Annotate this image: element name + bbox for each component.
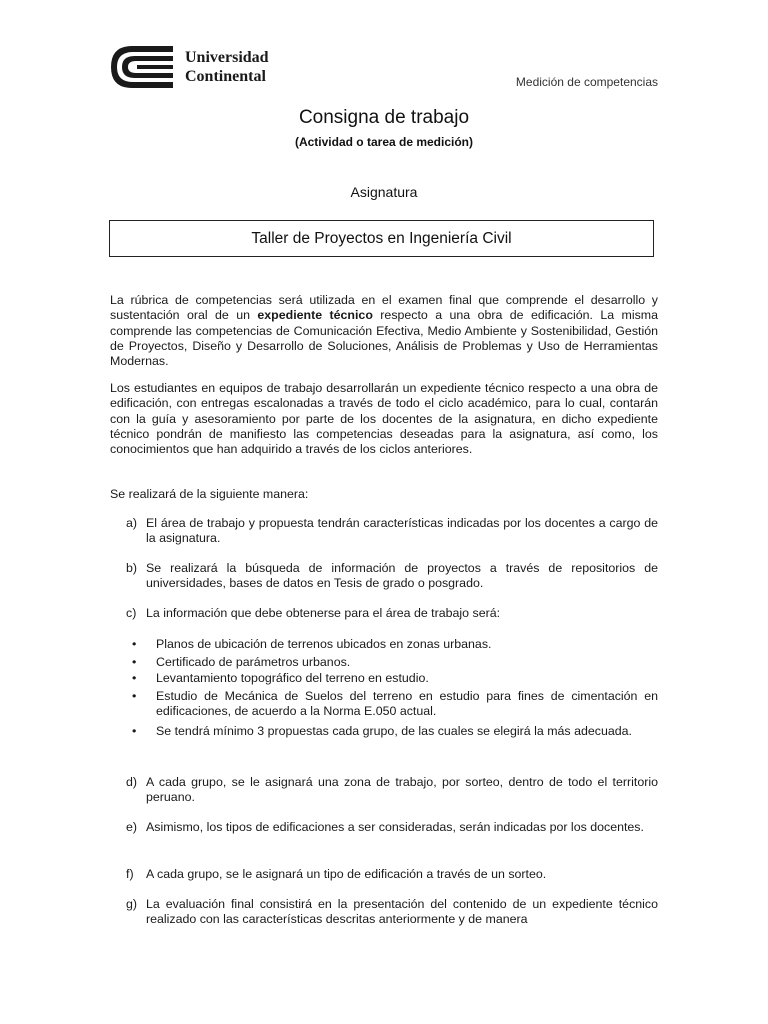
list-marker: f) (126, 867, 134, 881)
bullet-text: Estudio de Mecánica de Suelos del terreno en estudio para fines de cimentación en edificaciones, de acuerdo a la Norma E.050 actual. (156, 689, 658, 719)
method-intro: Se realizará de la siguiente manera: (110, 487, 309, 501)
list-item-a (110, 516, 658, 547)
bullet-item (110, 724, 658, 739)
list-marker: a) (126, 516, 138, 530)
bullet-icon: • (132, 724, 137, 738)
list-item-text: La información que debe obtenerse para el área de trabajo será: (146, 606, 501, 620)
logo-mark-icon (109, 44, 175, 90)
bullet-text: Se tendrá mínimo 3 propuestas cada grupo, de las cuales se elegirá la más adecuada. (156, 724, 632, 738)
bullet-text: Levantamiento topográfico del terreno en estudio. (156, 671, 429, 685)
list-marker: c) (126, 606, 137, 620)
list-item-text: El área de trabajo y propuesta tendrán características indicadas por los docentes a cargo de la asignatura. (146, 516, 658, 546)
bullet-icon: • (132, 637, 137, 651)
teams-paragraph: Los estudiantes en equipos de trabajo desarrollarán un expediente técnico respecto a una obra de edificación, con entregas escalonadas a través de todo el ciclo académico, para lo cual, contarán con la guía y asesoramiento por parte de los docentes de la asignatura, en dicho expediente técnico pondrán de manifiesto las competencias deseadas para la asignatura, así como, los conocimientos que han adquirido a través de los ciclos anteriores. (110, 381, 658, 457)
list-item-text: A cada grupo, se le asignará una zona de trabajo, por sorteo, dentro de todo el territorio peruano. (146, 775, 658, 805)
list-item-text: La evaluación final consistirá en la presentación del contenido de un expediente técnico realizado con las características descritas anteriormente y de manera (146, 897, 658, 927)
university-name-line1: Universidad (185, 49, 269, 66)
list-marker: e) (126, 820, 138, 834)
list-item-b (110, 561, 658, 592)
course-name-box: Taller de Proyectos en Ingeniería Civil (109, 220, 654, 257)
list-item-text: Asimismo, los tipos de edificaciones a ser consideradas, serán indicadas por los docentes. (146, 820, 644, 834)
list-item-text: A cada grupo, se le asignará un tipo de edificación a través de un sorteo. (146, 867, 547, 881)
bullet-icon: • (132, 689, 137, 703)
university-logo (109, 44, 175, 95)
page-title: Consigna de trabajo (298, 107, 470, 128)
bullet-text: Planos de ubicación de terrenos ubicados en zonas urbanas. (156, 637, 492, 651)
header-tagline: Medición de competencias (515, 75, 658, 89)
list-item-f (110, 867, 658, 882)
university-name (185, 48, 269, 86)
bullet-item (110, 671, 658, 686)
intro-bold-term: expediente técnico (257, 308, 373, 323)
list-marker: g) (126, 897, 138, 911)
intro-text-end: respecto a una obra de edificación. La misma comprende las competencias de Comunicación Efectiva, Medio Ambiente y Sostenibilidad, Gestión de Proyectos, Diseño y Desarrollo de Soluciones, Análisis de Problemas y Uso de Herramientas Modernas. (110, 308, 658, 369)
intro-paragraph (110, 293, 658, 369)
university-name-line2: Continental (185, 68, 266, 85)
list-item-e (110, 820, 658, 835)
bullet-text: Certificado de parámetros urbanos. (156, 655, 351, 669)
bullet-item (110, 689, 658, 720)
intro-text-start: La rúbrica de competencias será utilizada en el examen final que comprende el desarrollo y sustentación oral de un (110, 293, 658, 323)
bullet-icon: • (132, 655, 137, 669)
bullet-item (110, 637, 658, 652)
list-item-text: Se realizará la búsqueda de información de proyectos a través de repositorios de universidades, bases de datos en Tesis de grado o posgrado. (146, 561, 658, 591)
list-marker: b) (126, 561, 138, 575)
list-item-d (110, 775, 658, 806)
bullet-item (110, 655, 658, 670)
list-item-c (110, 606, 658, 621)
subject-label: Asignatura (350, 184, 418, 200)
bullet-icon: • (132, 671, 137, 685)
list-marker: d) (126, 775, 138, 789)
page-subtitle: (Actividad o tarea de medición) (294, 135, 474, 149)
list-item-g (110, 897, 658, 928)
